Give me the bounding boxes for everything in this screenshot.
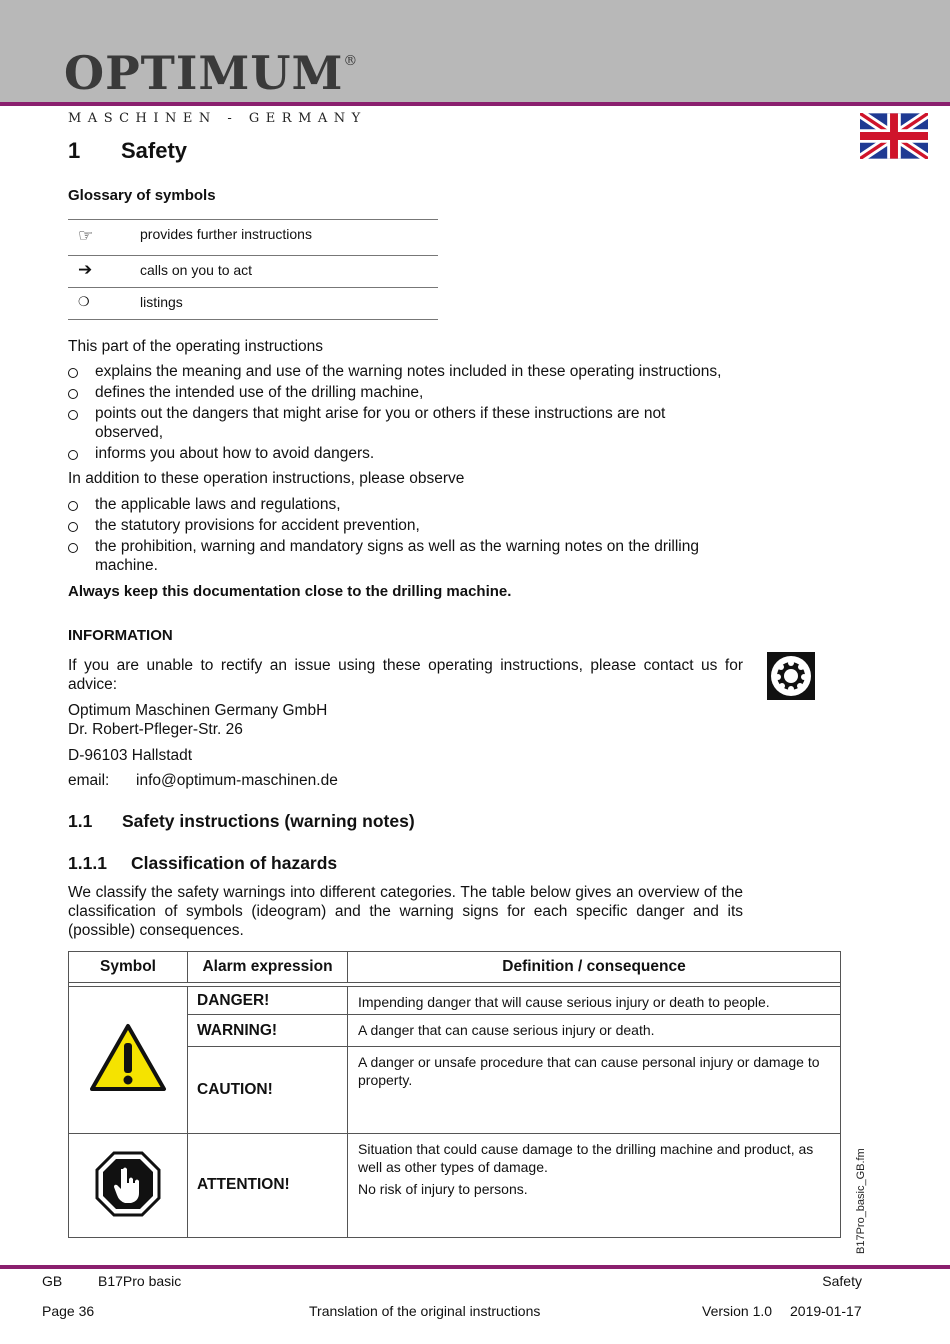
table-header-row <box>69 952 841 983</box>
alarm-expression: DANGER! <box>188 987 348 1015</box>
header-rule <box>0 102 950 106</box>
subsubsection-title: 1.1.1 Classification of hazards <box>68 853 338 873</box>
glossary-row <box>68 288 438 320</box>
list-item: informs you about how to avoid dangers. <box>68 444 758 463</box>
table-row <box>69 987 841 1015</box>
hazard-table <box>68 951 841 1238</box>
glossary-text: provides further instructions <box>140 220 438 256</box>
footer-chapter: Safety <box>822 1273 862 1289</box>
footer-note: Translation of the original instructions <box>309 1303 541 1319</box>
email-link[interactable]: info@optimum-maschinen.de <box>136 772 338 789</box>
info-title: INFORMATION <box>68 627 173 644</box>
brand-subtitle: MASCHINEN - GERMANY <box>68 111 367 126</box>
intro-text: This part of the operating instructions <box>68 338 324 355</box>
list-item: explains the meaning and use of the warning notes included in these operating instructions, <box>68 362 758 381</box>
brand-logo: OPTIMUM® <box>64 46 359 100</box>
alarm-expression: ATTENTION! <box>188 1133 348 1237</box>
warning-triangle-icon <box>89 1023 167 1093</box>
pointing-hand-icon: ☞ <box>78 226 94 245</box>
glossary-row <box>68 220 438 256</box>
glossary-title: Glossary of symbols <box>68 187 216 204</box>
circle-bullet-icon <box>68 501 78 511</box>
footer-model: B17Pro basic <box>98 1273 182 1289</box>
info-email-row: email: info@optimum-maschinen.de <box>68 772 338 789</box>
subsection-title: 1.1 Safety instructions (warning notes) <box>68 811 415 831</box>
document-file-id: B17Pro_basic_GB.fm <box>855 1148 867 1254</box>
footer-version: Version 1.0 <box>702 1303 773 1319</box>
glossary-text: listings <box>140 288 438 320</box>
list-item: the applicable laws and regulations, <box>68 495 758 514</box>
classification-text: We classify the safety warnings into different categories. The table below gives an overview of the classification of symbols (ideogram) and the warning signs for each specific danger and its (possible) consequences. <box>68 884 743 939</box>
alarm-expression: WARNING! <box>188 1015 348 1047</box>
glossary-text: calls on you to act <box>140 256 438 288</box>
column-header: Alarm expression <box>188 952 348 983</box>
uk-flag-icon <box>860 113 928 159</box>
alarm-expression: CAUTION! <box>188 1047 348 1133</box>
glossary-row <box>68 256 438 288</box>
section-title: 1 Safety <box>68 138 188 163</box>
info-city: D-96103 Hallstadt <box>68 747 193 764</box>
definition: A danger that can cause serious injury or death. <box>348 1015 841 1047</box>
circle-bullet-icon <box>68 522 78 532</box>
observe-intro: In addition to these operation instructions, please observe <box>68 470 465 487</box>
definition: Situation that could cause damage to the drilling machine and product, as well as other types of damage. No risk of injury to persons. <box>348 1133 841 1237</box>
definition: Impending danger that will cause serious injury or death to people. <box>348 987 841 1015</box>
column-header: Definition / consequence <box>348 952 841 983</box>
circle-bullet-icon <box>68 410 78 420</box>
footer-date: 2019-01-17 <box>790 1303 862 1319</box>
definition: A danger or unsafe procedure that can cause personal injury or damage to property. <box>348 1047 841 1133</box>
column-header: Symbol <box>69 952 188 983</box>
circle-bullet-icon <box>68 389 78 399</box>
circle-bullet-icon <box>68 543 78 553</box>
info-street: Dr. Robert-Pfleger-Str. 26 <box>68 721 243 738</box>
footer-lang: GB <box>42 1273 63 1289</box>
list-item: points out the dangers that might arise for you or others if these instructions are not observed, <box>68 404 728 442</box>
circle-bullet-icon <box>68 450 78 460</box>
list-item: defines the intended use of the drilling machine, <box>68 383 758 402</box>
info-company: Optimum Maschinen Germany GmbH <box>68 702 328 719</box>
footer-rule <box>0 1265 950 1269</box>
circle-bullet-icon: ❍ <box>78 294 90 309</box>
arrow-right-icon: ➔ <box>78 260 93 279</box>
glossary-table <box>68 219 438 320</box>
footer-page: Page 36 <box>42 1303 95 1319</box>
list-item: the prohibition, warning and mandatory signs as well as the warning notes on the drilling machine. <box>68 537 748 575</box>
keep-note: Always keep this documentation close to the drilling machine. <box>68 583 512 600</box>
stop-hand-icon <box>93 1149 163 1219</box>
info-text: If you are unable to rectify an issue using these operating instructions, please contact us for advice: <box>68 657 743 693</box>
list-item: the statutory provisions for accident prevention, <box>68 516 758 535</box>
table-row <box>69 1133 841 1237</box>
circle-bullet-icon <box>68 368 78 378</box>
telephone-dial-icon <box>767 652 815 700</box>
